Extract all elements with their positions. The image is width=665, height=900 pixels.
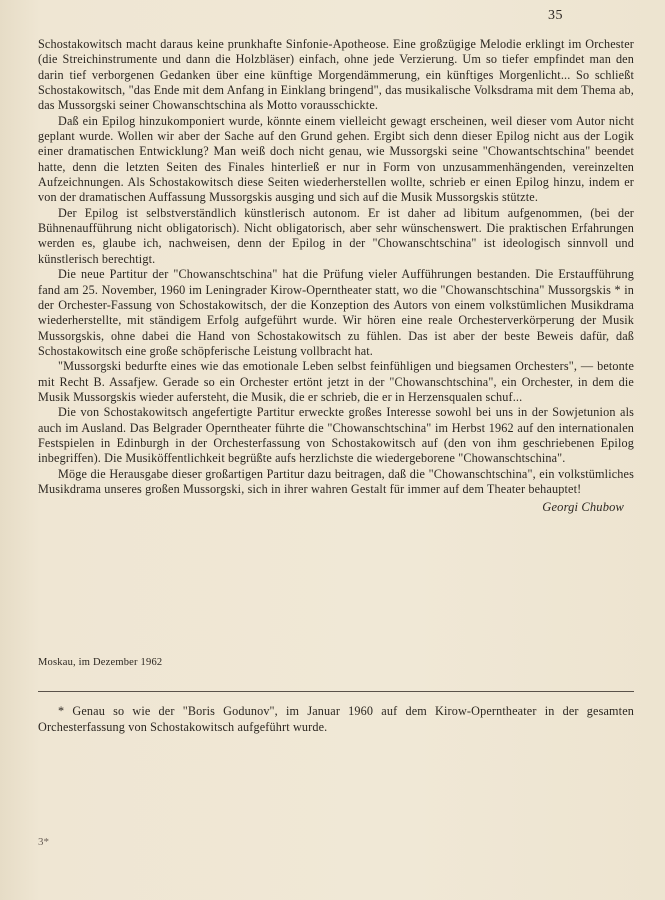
paragraph: Möge die Herausgabe dieser großartigen Partitur dazu beitragen, daß die "Chowanschtschina", ein volkstümliches Musikdrama unseres großen Mussorgski, sich in ihrer wahren Gestalt für immer auf dem Theater behauptet! [38,466,634,496]
body-text [38,37,634,516]
author-signature: Georgi Chubow [542,500,624,515]
footnote-divider [38,691,634,692]
paragraph: Die neue Partitur der "Chowanschtschina" hat die Prüfung vieler Aufführungen bestanden. Die Erstaufführung fand am 25. November, 1960 im Leningrader Kirow-Operntheater statt, wo die "Chowanschtschina" Mussorgskis * in der Orchester-Fassung von Schostakowitsch, der die Konzeption des Autors von einem volkstümlichen Musikdrama wiederherstellte, mit ständigem Erfolg aufgeführt wurde. Wir hören eine reale Orchesterverkörperung der Musik Mussorgskis, ohne dabei die Hand von Schostakowitsch zu fühlen. Das ist aber der beste Beweis dafür, daß Schostakowitsch eine große schöpferische Leistung vollbracht hat. [38,267,634,358]
paragraph: Daß ein Epilog hinzukomponiert wurde, könnte einem vielleicht gewagt erscheinen, weil dieser vom Autor nicht geplant wurde. Wollen wir aber der Sache auf den Grund gehen. Ergibt sich denn dieser Epilog nicht aus der Logik einer dramatischen Entwicklung? Man weiß doch nicht genau, wie Mussorgski seine "Chowantschtschina" beendet hatte, denn die letzten Seiten des Finales hinterließ er nur in Form von unzusammenhängenden, vereinzelten Aufzeichnungen. Als Schostakowitsch diese Seiten wiederherstellen wollte, schrieb er einen Epilog hinzu, indem er von der dramatischen Auffassung Mussorgskis ausging und sich auf die Musik Mussorgskis stützte. [38,113,634,205]
paragraph: Der Epilog ist selbstverständlich künstlerisch autonom. Er ist daher ad libitum aufgenommen, (bei der Bühnenaufführung nicht obligatorisch). Nicht obligatorisch, aber sehr wünschenswert. Die praktischen Erfahrungen werden es, glaube ich, nachweisen, denn der Epilog in der "Chowanschtschina" ist ideologisch sinnvoll und künstlerisch berechtigt. [38,205,634,266]
paragraph: Die von Schostakowitsch angefertigte Partitur erweckte großes Interesse sowohl bei uns in der Sowjetunion als auch im Ausland. Das Belgrader Operntheater führte die "Chowanschtschina" im Herbst 1962 auf den internationalen Festspielen in Edinburgh in der Orchesterfassung von Schostakowitsch auf (den von ihm geschriebenen Epilog inbegriffen). Die Musiköffentlichkeit begrüßte aufs herzlichste die wiedergeborene "Chowanschtschina". [38,405,634,466]
place-date: Moskau, im Dezember 1962 [38,657,163,668]
footnote: * Genau so wie der "Boris Godunov", im Januar 1960 auf dem Kirow-Operntheater in der gesamten Orchesterfassung von Schostakowitsch aufgeführt wurde. [38,704,634,734]
paragraph: "Mussorgski bedurfte eines wie das emotionale Leben selbst feinfühligen und biegsamen Orchesters", — betonte mit Recht B. Assafjew. Gerade so ein Orchester ertönt jetzt in der "Chowanschtschina", ein Orchester, in dem die Musik Mussorgskis wieder aufersteht, die Musik, die er schrieb, die er in Herzensqualen schuf... [38,359,634,404]
paragraph: Schostakowitsch macht daraus keine prunkhafte Sinfonie-Apotheose. Eine großzügige Melodie erklingt im Orchester (die Streichinstrumente und dann die Holzbläser) einfach, ohne jede Verzierung. Um so tiefer empfindet man den darin tief verborgenen Gedanken über eine künftige Morgendämmerung, ein künftiges Morgenlicht... So schließt Schostakowitsch, "das Ende mit dem Anfang in Einklang bringend", das musikalische Volksdrama mit dem Thema ab, das Mussorgski seiner Chowanschtschina als Motto vorausschickte. [38,37,634,113]
printer-signature-mark: 3* [38,836,49,848]
page-number: 35 [548,8,563,23]
